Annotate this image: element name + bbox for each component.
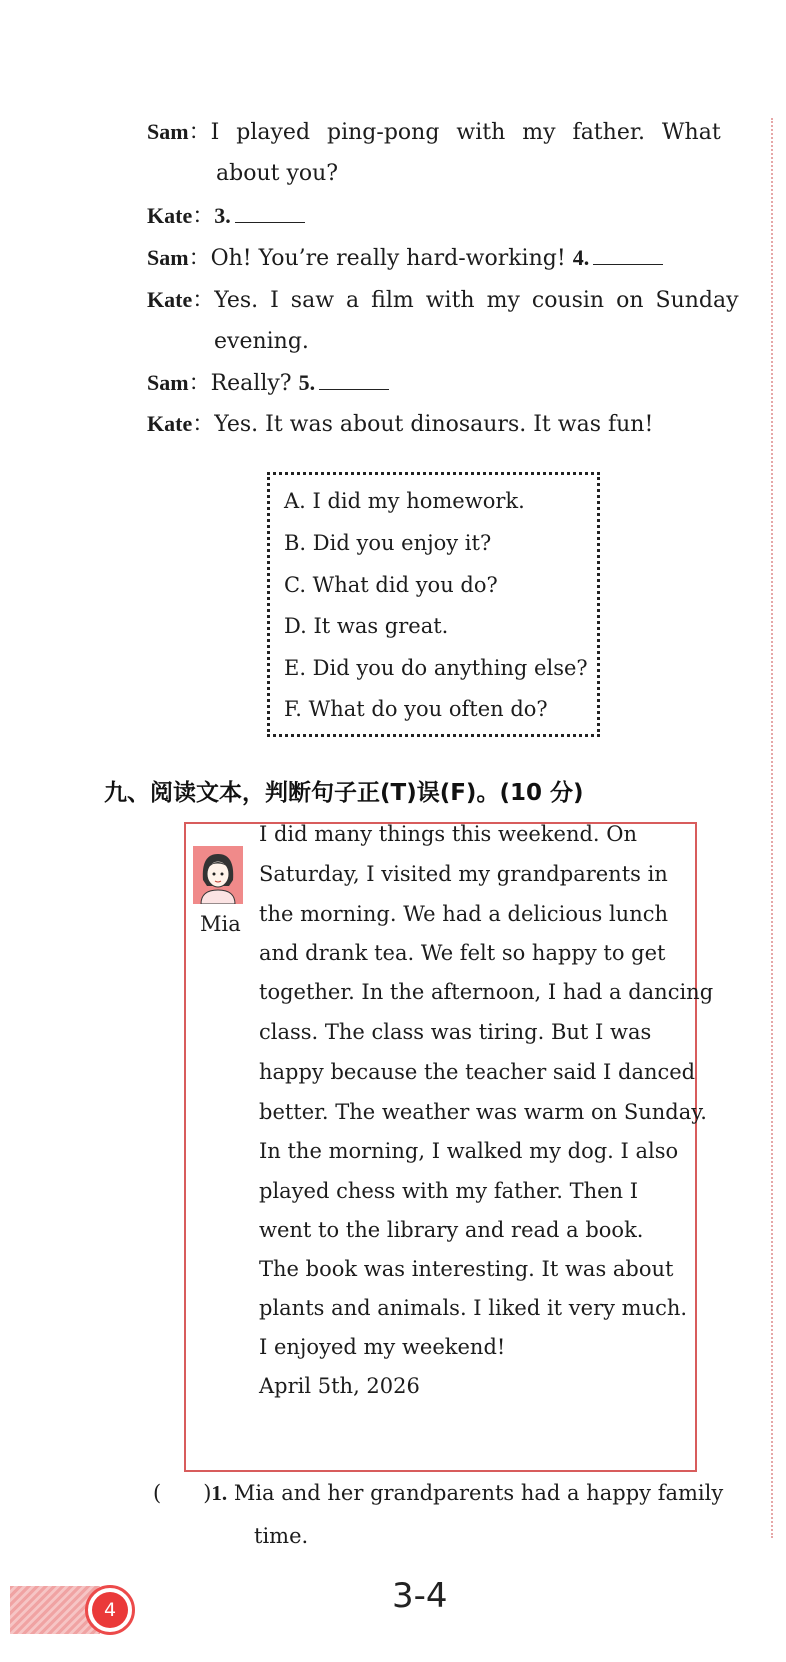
option-a: A. I did my homework. <box>284 489 525 513</box>
question-1-cont: time. <box>254 1524 309 1548</box>
dialogue-text: Yes. It was about dinosaurs. It was fun! <box>214 412 654 437</box>
options-box <box>267 472 600 737</box>
option-f: F. What do you often do? <box>284 697 548 721</box>
blank-number: 4. <box>572 245 590 270</box>
dialogue-text: I played ping-pong with my father. What <box>210 120 721 145</box>
diary-line: In the morning, I walked my dog. I also <box>259 1139 679 1163</box>
speaker-name: Kate <box>147 203 193 228</box>
answer-blank[interactable] <box>593 244 663 265</box>
girl-avatar-icon <box>193 846 243 904</box>
dialogue-line-2 <box>147 200 305 233</box>
dialogue-line-3 <box>147 242 663 275</box>
page-number: 4 <box>92 1592 128 1628</box>
speaker-name: Sam <box>147 370 189 395</box>
handwritten-note: 3-4 <box>392 1576 448 1616</box>
colon: ： <box>188 120 211 145</box>
colon: ： <box>192 204 215 229</box>
colon: ： <box>188 246 211 271</box>
speaker-name: Kate <box>147 411 193 436</box>
blank-number: 3. <box>214 203 231 228</box>
dialogue-line-1-cont: about you? <box>216 161 339 186</box>
question-text: Mia and her grandparents had a happy family <box>233 1481 724 1505</box>
diary-line: went to the library and read a book. <box>259 1218 644 1242</box>
dialogue-line-5 <box>147 367 389 400</box>
dialogue-line-6 <box>147 408 653 441</box>
diary-line: played chess with my father. Then I <box>259 1179 639 1203</box>
answer-blank[interactable] <box>235 202 305 223</box>
dialogue-text: Oh! You’re really hard-working! <box>210 246 566 271</box>
dialogue-line-1 <box>147 116 721 149</box>
option-d: D. It was great. <box>284 614 449 638</box>
colon: ： <box>192 288 215 313</box>
question-1 <box>153 1478 723 1508</box>
author-name: Mia <box>200 912 241 936</box>
section-title: 九、阅读文本，判断句子正(T)误(F)。(10 分) <box>104 780 584 806</box>
diary-line: I did many things this weekend. On <box>259 822 638 846</box>
blank-number: 5. <box>298 370 316 395</box>
diary-line: the morning. We had a delicious lunch <box>259 902 669 926</box>
diary-line: class. The class was tiring. But I was <box>259 1020 652 1044</box>
dialogue-line-4-cont: evening. <box>214 329 309 354</box>
dialogue-text: Yes. I saw a film with my cousin on Sunday <box>214 288 739 313</box>
diary-line: and drank tea. We felt so happy to get <box>259 941 666 965</box>
diary-line: happy because the teacher said I danced <box>259 1060 696 1084</box>
dialogue-line-4 <box>147 284 739 317</box>
diary-line: plants and animals. I liked it very much. <box>259 1296 688 1320</box>
speaker-name: Kate <box>147 287 193 312</box>
page-number-badge <box>85 1585 135 1635</box>
diary-line: together. In the afternoon, I had a dancing <box>259 980 714 1004</box>
option-b: B. Did you enjoy it? <box>284 531 492 555</box>
dialogue-text: Really? <box>210 371 292 396</box>
diary-line: better. The weather was warm on Sunday. <box>259 1100 707 1124</box>
option-e: E. Did you do anything else? <box>284 656 588 680</box>
diary-box <box>184 822 714 1472</box>
answer-blank[interactable] <box>319 369 389 390</box>
diary-line: I enjoyed my weekend! <box>259 1335 506 1359</box>
diary-date: April 5th, 2026 <box>259 1374 420 1398</box>
colon: ： <box>192 412 215 437</box>
diary-line: The book was interesting. It was about <box>259 1257 674 1281</box>
option-c: C. What did you do? <box>284 573 498 597</box>
diary-line: Saturday, I visited my grandparents in <box>259 862 668 886</box>
speaker-name: Sam <box>147 245 189 270</box>
margin-dotted-line <box>771 118 773 1538</box>
colon: ： <box>188 371 211 396</box>
question-number: 1. <box>211 1481 228 1505</box>
answer-bracket[interactable]: ( ) <box>153 1481 212 1505</box>
speaker-name: Sam <box>147 119 189 144</box>
